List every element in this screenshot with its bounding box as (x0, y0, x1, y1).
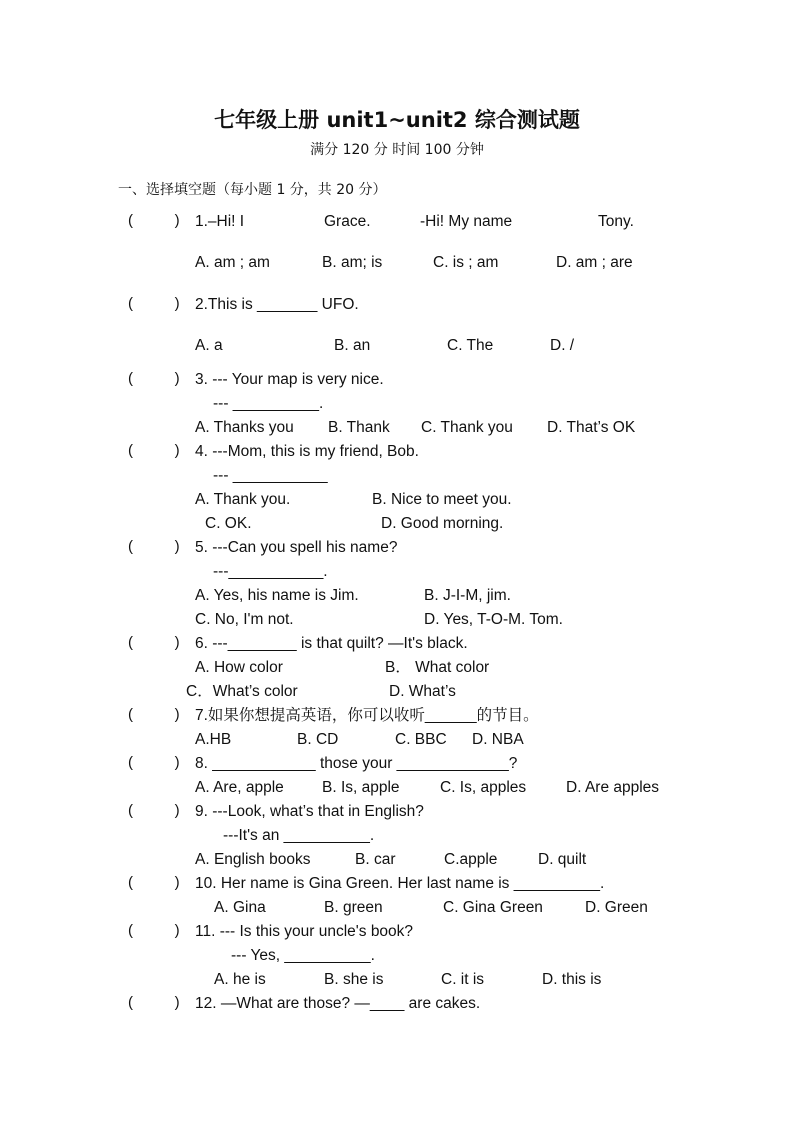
question-text: 7.如果你想提高英语，你可以收听______的节目。 (195, 707, 539, 724)
option: C.apple (444, 851, 498, 868)
answer-blank[interactable]: ( ) (128, 874, 180, 891)
question-text: 1.–Hi! I (195, 213, 245, 230)
question-text: 4. ---Mom, this is my friend, Bob. (195, 443, 419, 460)
answer-blank[interactable]: ( ) (128, 802, 180, 819)
option: C. Is, apples (440, 779, 527, 796)
option: A.HB (195, 731, 232, 748)
answer-blank[interactable]: ( ) (128, 706, 180, 723)
answer-blank[interactable]: ( ) (128, 538, 180, 555)
option: B. green (324, 899, 383, 916)
option: B. J-I-M, jim. (424, 587, 511, 604)
option: C. Thank you (421, 419, 513, 436)
option: A. Gina (214, 899, 266, 916)
option: A. Thank you. (195, 491, 291, 508)
option: B. she is (324, 971, 384, 988)
option: D. Green (585, 899, 648, 916)
option: D. Are apples (566, 779, 660, 796)
option: A. he is (214, 971, 266, 988)
option: D. That’s OK (547, 419, 636, 436)
option: B. Nice to meet you. (372, 491, 512, 508)
answer-blank[interactable]: ( ) (128, 922, 180, 939)
answer-line: --- __________. (213, 395, 324, 412)
answer-blank[interactable]: ( ) (128, 634, 180, 651)
question-text: Grace. (324, 213, 371, 230)
option: D. quilt (538, 851, 587, 868)
option: A. Yes, his name is Jim. (195, 587, 359, 604)
question-text: Tony. (598, 213, 634, 230)
question-text: 8. ____________ those your _____________? (195, 755, 518, 772)
answer-blank[interactable]: ( ) (128, 754, 180, 771)
answer-line: ---It's an __________. (223, 827, 375, 844)
option: C．What’s color (186, 683, 298, 700)
option: A. How color (195, 659, 283, 676)
option: C. is ; am (433, 254, 499, 271)
question-text: 12. —What are those? —____ are cakes. (195, 995, 481, 1012)
option: C. No, I'm not. (195, 611, 294, 628)
question-text: 5. ---Can you spell his name? (195, 539, 398, 556)
option: B. an (334, 337, 371, 354)
option: B． What color (385, 659, 490, 676)
answer-line: --- Yes, __________. (231, 947, 375, 964)
section-heading: 一、选择填空题（每小题 1 分，共 20 分） (118, 182, 387, 198)
answer-blank[interactable]: ( ) (128, 994, 180, 1011)
option: A. a (195, 337, 223, 354)
question-text: 9. ---Look, what’s that in English? (195, 803, 424, 820)
answer-line: --- ___________ (213, 467, 328, 484)
option: A. English books (195, 851, 311, 868)
option: B. Is, apple (322, 779, 400, 796)
option: C. BBC (395, 731, 447, 748)
option: D. What’s (389, 683, 456, 700)
option: D. Yes, T-O-M. Tom. (424, 611, 563, 628)
question-text: 2.This is _______ UFO. (195, 296, 359, 313)
question-text: 6. ---________ is that quilt? —It's black. (195, 635, 468, 652)
answer-blank[interactable]: ( ) (128, 442, 180, 459)
option: A. am ; am (195, 254, 270, 271)
option: B. Thank (328, 419, 390, 436)
page-subtitle: 满分 120 分 时间 100 分钟 (310, 142, 484, 158)
option: D. am ; are (556, 254, 633, 271)
question-text: 10. Her name is Gina Green. Her last name is __________. (195, 875, 605, 892)
option: B. am; is (322, 254, 383, 271)
option: C. OK. (205, 515, 252, 532)
answer-line: ---___________. (213, 563, 328, 580)
option: C. Gina Green (443, 899, 543, 916)
option: D. this is (542, 971, 602, 988)
option: A. Thanks you (195, 419, 294, 436)
option: B. car (355, 851, 396, 868)
option: D. Good morning. (381, 515, 504, 532)
answer-blank[interactable]: ( ) (128, 212, 180, 229)
answer-blank[interactable]: ( ) (128, 370, 180, 387)
option: B. CD (297, 731, 339, 748)
option: D. NBA (472, 731, 524, 748)
question-text: -Hi! My name (420, 213, 513, 230)
option: A. Are, apple (195, 779, 284, 796)
option: C. The (447, 337, 494, 354)
option: C. it is (441, 971, 485, 988)
answer-blank[interactable]: ( ) (128, 295, 180, 312)
option: D. / (550, 337, 575, 354)
question-text: 11. --- Is this your uncle's book? (195, 923, 414, 940)
question-text: 3. --- Your map is very nice. (195, 371, 384, 388)
page-title: 七年级上册 unit1~unit2 综合测试题 (214, 108, 580, 132)
